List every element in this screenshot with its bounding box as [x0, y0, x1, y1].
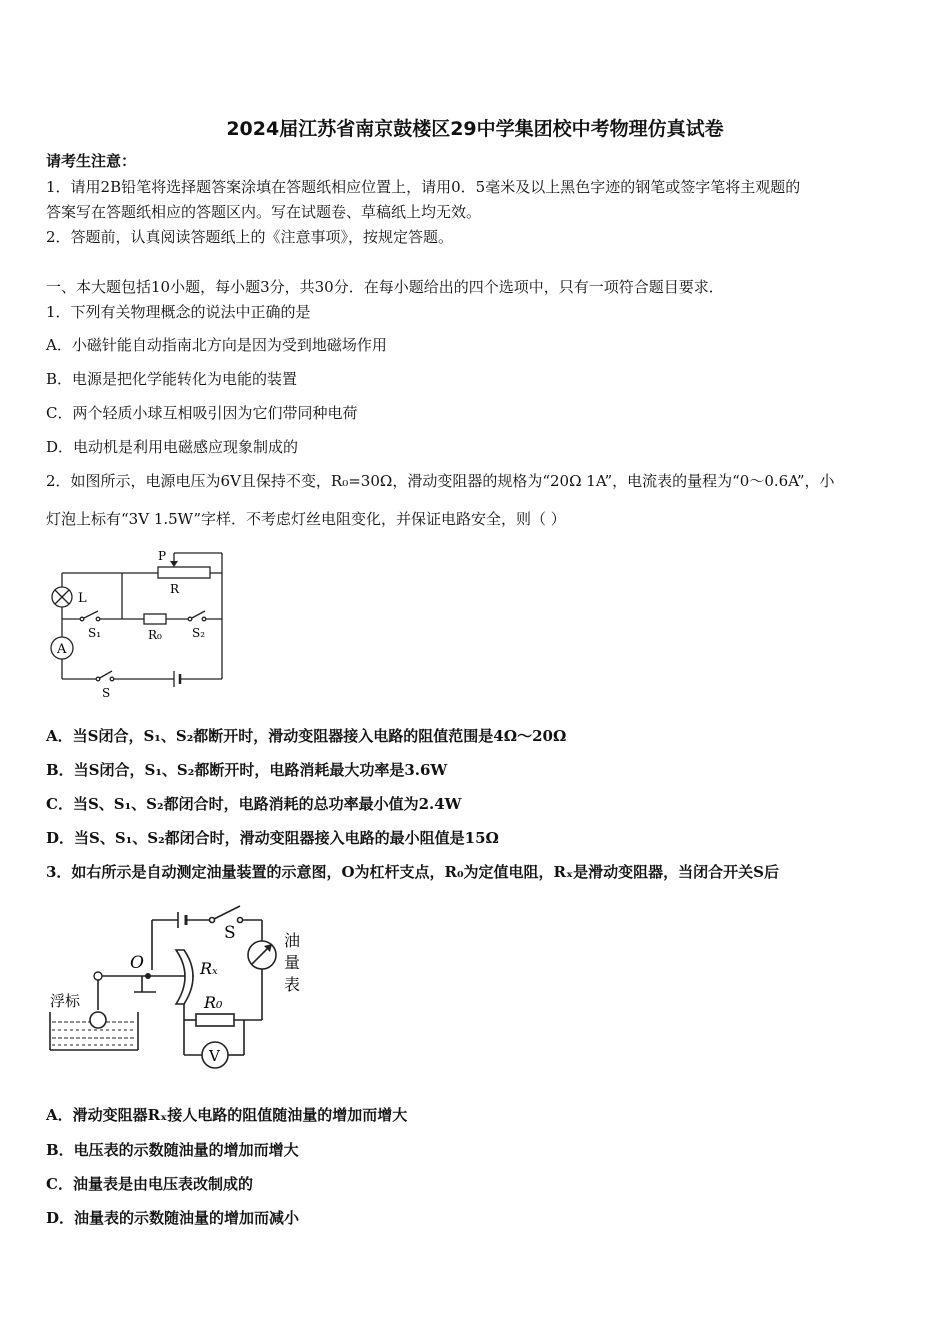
label-meter-1: 油 [284, 931, 301, 950]
q3-option-b: B．电压表的示数随油量的增加而增大 [46, 1141, 299, 1159]
label-p: P [158, 549, 167, 563]
notice-line-1b: 答案写在答题纸相应的答题区内。写在试题卷、草稿纸上均无效。 [46, 203, 482, 221]
page-title: 2024届江苏省南京鼓楼区29中学集团校中考物理仿真试卷 [226, 118, 724, 140]
label-o: O [130, 953, 144, 973]
q2-option-a: A．当S闭合，S₁、S₂都断开时，滑动变阻器接入电路的阻值范围是4Ω～20Ω [46, 727, 567, 745]
q2-option-b: B．当S闭合，S₁、S₂都断开时，电路消耗最大功率是3.6W [46, 761, 448, 779]
label-v: V [209, 1047, 220, 1065]
q3-option-a: A．滑动变阻器Rₓ接人电路的阻值随油量的增加而增大 [46, 1106, 408, 1124]
notice-line-1a: 1．请用2B铅笔将选择题答案涂填在答题纸相应位置上，请用0．5毫米及以上黑色字迹的钢笔或签字笔将主观题的 [46, 178, 801, 196]
label-r: R [170, 582, 180, 596]
label-a: A [57, 642, 67, 657]
q1-option-d: D．电动机是利用电磁感应现象制成的 [46, 438, 299, 456]
label-meter-2: 量 [284, 953, 301, 972]
q1-stem: 1．下列有关物理概念的说法中正确的是 [46, 303, 311, 321]
label-s: S [224, 923, 236, 943]
slider-arrow-icon [170, 561, 178, 567]
q3-oil-gauge-diagram [44, 900, 324, 1070]
lamp-icon [52, 587, 72, 607]
q1-option-a: A．小磁针能自动指南北方向是因为受到地磁场作用 [46, 336, 387, 354]
q2-option-d: D．当S、S₁、S₂都闭合时，滑动变阻器接入电路的最小阻值是15Ω [46, 829, 499, 847]
label-rx: Rₓ [200, 959, 218, 978]
q2-stem-line2: 灯泡上标有“3V 1.5W”字样．不考虑灯丝电阻变化，并保证电路安全，则（ ） [46, 510, 566, 528]
label-r0: R₀ [148, 628, 162, 642]
rheostat-rx [176, 950, 193, 1004]
label-l: L [78, 591, 87, 606]
q2-circuit-diagram [40, 545, 240, 705]
label-float: 浮标 [50, 992, 81, 1010]
q3-stem: 3．如右所示是自动测定油量装置的示意图，O为杠杆支点，R₀为定值电阻，Rₓ是滑动变阻器，当闭合开关S后 [46, 863, 779, 881]
q1-option-c: C．两个轻质小球互相吸引因为它们带同种电荷 [46, 404, 358, 422]
label-r0: R₀ [204, 993, 223, 1012]
float-icon [90, 1012, 106, 1028]
q1-option-b: B．电源是把化学能转化为电能的装置 [46, 370, 298, 388]
q3-option-d: D．油量表的示数随油量的增加而减小 [46, 1209, 300, 1227]
label-s1: S₁ [88, 626, 102, 640]
notice-line-2: 2．答题前，认真阅读答题纸上的《注意事项》，按规定答题。 [46, 228, 454, 246]
label-meter-3: 表 [284, 975, 301, 994]
switch-s1 [82, 611, 98, 619]
notice-heading: 请考生注意： [46, 152, 137, 170]
oil-meter-icon [248, 941, 276, 969]
label-s: S [102, 686, 111, 700]
q3-option-c: C．油量表是由电压表改制成的 [46, 1175, 253, 1193]
q2-option-c: C．当S、S₁、S₂都闭合时，电路消耗的总功率最小值为2.4W [46, 795, 462, 813]
label-s2: S₂ [192, 626, 206, 640]
switch-s [212, 906, 240, 920]
section-heading: 一、本大题包括10小题，每小题3分，共30分．在每小题给出的四个选项中，只有一项符合题目要求． [46, 278, 724, 296]
q2-stem-line1: 2．如图所示，电源电压为6V且保持不变，R₀=30Ω，滑动变阻器的规格为“20Ω 1A”，电流表的量程为“0～0.6A”，小 [46, 472, 835, 490]
